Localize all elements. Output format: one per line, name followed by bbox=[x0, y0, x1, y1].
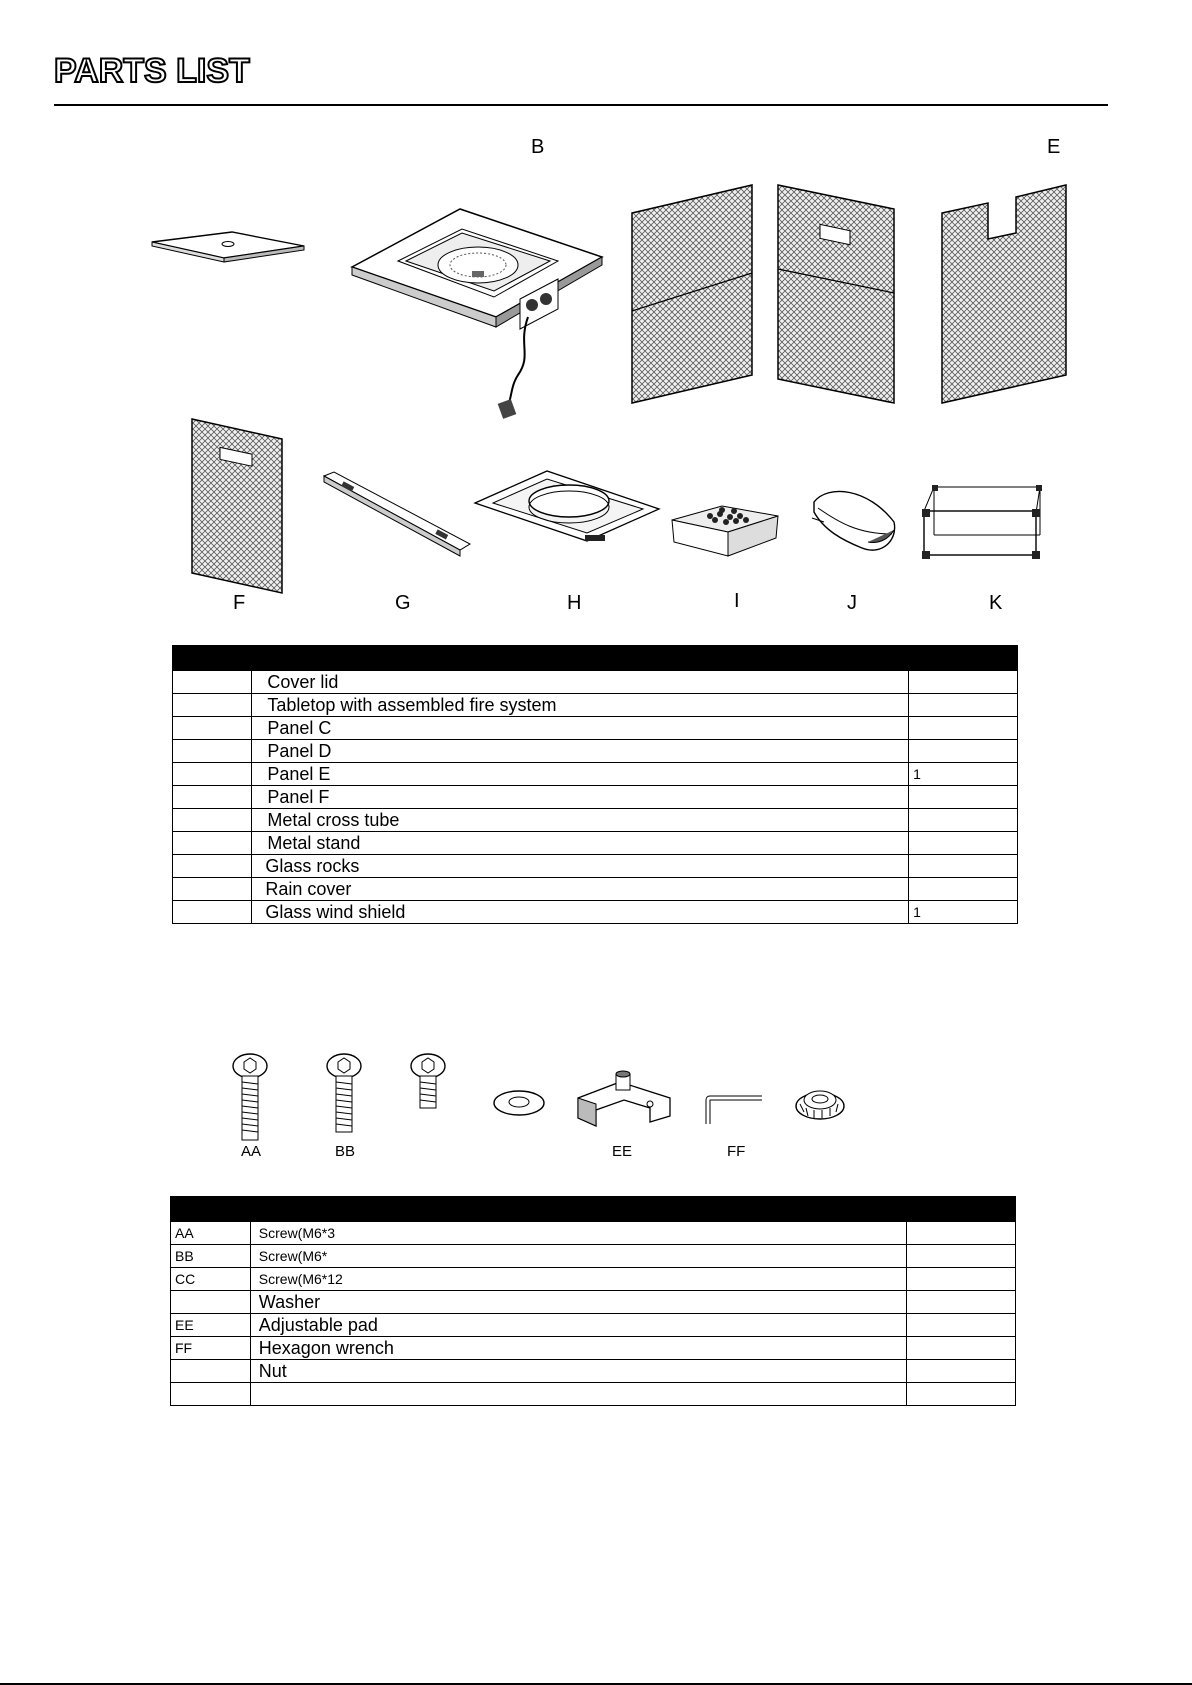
table-row bbox=[173, 878, 1018, 901]
panel-e-drawing bbox=[940, 183, 1068, 405]
label-e: E bbox=[1047, 136, 1061, 158]
part-name: Metal cross tube bbox=[252, 809, 909, 832]
part-qty bbox=[909, 786, 1018, 809]
part-name: Panel D bbox=[252, 740, 909, 763]
hardware-name: Hexagon wrench bbox=[250, 1337, 907, 1360]
tabletop-fire-system-drawing bbox=[350, 205, 605, 425]
table-row bbox=[173, 901, 1018, 924]
part-qty: 1 bbox=[909, 763, 1018, 786]
hardware-qty bbox=[907, 1337, 1016, 1360]
part-code bbox=[173, 878, 252, 901]
hexagon-wrench-drawing bbox=[704, 1094, 764, 1128]
screw-cc-drawing bbox=[408, 1052, 448, 1112]
panel-d-drawing bbox=[776, 183, 896, 405]
label-h: H bbox=[567, 592, 582, 614]
glass-wind-shield-drawing bbox=[920, 483, 1044, 563]
part-name: Tabletop with assembled fire system bbox=[252, 694, 909, 717]
hardware-code: FF bbox=[171, 1337, 251, 1360]
hardware-code bbox=[171, 1291, 251, 1314]
rain-cover-drawing bbox=[808, 482, 900, 560]
label-bb: BB bbox=[335, 1143, 356, 1160]
hardware-name bbox=[250, 1383, 907, 1406]
part-code bbox=[173, 855, 252, 878]
hardware-code: CC bbox=[171, 1268, 251, 1291]
table-row bbox=[173, 855, 1018, 878]
part-qty bbox=[909, 878, 1018, 901]
part-name: Metal stand bbox=[252, 832, 909, 855]
part-code bbox=[173, 832, 252, 855]
hardware-code bbox=[171, 1383, 251, 1406]
hardware-code: AA bbox=[171, 1222, 251, 1245]
label-aa: AA bbox=[241, 1143, 262, 1160]
hardware-table-header bbox=[171, 1197, 1016, 1222]
part-name: Panel C bbox=[252, 717, 909, 740]
table-row bbox=[173, 786, 1018, 809]
title-rule bbox=[54, 104, 1108, 106]
part-qty bbox=[909, 809, 1018, 832]
part-name: Panel E bbox=[252, 763, 909, 786]
hardware-qty bbox=[907, 1222, 1016, 1245]
part-name: Cover lid bbox=[252, 671, 909, 694]
label-b: B bbox=[531, 136, 545, 158]
part-qty bbox=[909, 855, 1018, 878]
glass-rocks-drawing bbox=[670, 496, 780, 558]
hardware-qty bbox=[907, 1360, 1016, 1383]
hardware-table bbox=[170, 1196, 1016, 1406]
metal-stand-drawing bbox=[473, 465, 661, 545]
label-k: K bbox=[989, 592, 1003, 614]
hardware-name: Nut bbox=[250, 1360, 907, 1383]
part-name: Rain cover bbox=[252, 878, 909, 901]
hardware-name: Screw(M6*12 bbox=[250, 1268, 907, 1291]
table-row bbox=[171, 1268, 1016, 1291]
screw-bb-drawing bbox=[324, 1052, 364, 1136]
adjustable-pad-drawing bbox=[574, 1068, 674, 1130]
part-name: Glass rocks bbox=[252, 855, 909, 878]
part-name: Panel F bbox=[252, 786, 909, 809]
hardware-code: BB bbox=[171, 1245, 251, 1268]
part-code bbox=[173, 740, 252, 763]
cover-lid-drawing bbox=[150, 228, 306, 264]
parts-table-header bbox=[173, 646, 1018, 671]
hardware-code: EE bbox=[171, 1314, 251, 1337]
hardware-code bbox=[171, 1360, 251, 1383]
label-j: J bbox=[847, 592, 857, 614]
table-row bbox=[171, 1360, 1016, 1383]
part-code bbox=[173, 901, 252, 924]
table-row bbox=[173, 671, 1018, 694]
part-qty: 1 bbox=[909, 901, 1018, 924]
table-row bbox=[173, 740, 1018, 763]
washer-drawing bbox=[492, 1088, 546, 1118]
hardware-qty bbox=[907, 1268, 1016, 1291]
part-code bbox=[173, 694, 252, 717]
table-row bbox=[171, 1314, 1016, 1337]
label-g: G bbox=[395, 592, 411, 614]
nut-drawing bbox=[794, 1086, 846, 1122]
part-code bbox=[173, 786, 252, 809]
table-row bbox=[171, 1337, 1016, 1360]
table-row bbox=[171, 1291, 1016, 1314]
part-qty bbox=[909, 740, 1018, 763]
hardware-qty bbox=[907, 1314, 1016, 1337]
metal-cross-tube-drawing bbox=[322, 470, 472, 558]
part-qty bbox=[909, 717, 1018, 740]
hardware-qty bbox=[907, 1245, 1016, 1268]
table-row bbox=[173, 717, 1018, 740]
part-qty bbox=[909, 832, 1018, 855]
label-f: F bbox=[233, 592, 246, 614]
parts-table bbox=[172, 645, 1018, 924]
table-row bbox=[171, 1245, 1016, 1268]
part-qty bbox=[909, 671, 1018, 694]
label-ee: EE bbox=[612, 1143, 633, 1160]
hardware-qty bbox=[907, 1291, 1016, 1314]
part-code bbox=[173, 717, 252, 740]
screw-aa-drawing bbox=[230, 1052, 270, 1144]
part-code bbox=[173, 763, 252, 786]
table-row bbox=[173, 763, 1018, 786]
part-name: Glass wind shield bbox=[252, 901, 909, 924]
hardware-name: Adjustable pad bbox=[250, 1314, 907, 1337]
table-row bbox=[173, 809, 1018, 832]
part-code bbox=[173, 809, 252, 832]
hardware-name: Screw(M6*3 bbox=[250, 1222, 907, 1245]
part-qty bbox=[909, 694, 1018, 717]
label-ff: FF bbox=[727, 1143, 746, 1160]
table-row bbox=[173, 832, 1018, 855]
hardware-name: Washer bbox=[250, 1291, 907, 1314]
hardware-name: Screw(M6* bbox=[250, 1245, 907, 1268]
table-row bbox=[173, 694, 1018, 717]
page-title: PARTS LIST bbox=[54, 52, 250, 90]
table-row bbox=[171, 1383, 1016, 1406]
label-i: I bbox=[734, 590, 740, 612]
hardware-qty bbox=[907, 1383, 1016, 1406]
part-code bbox=[173, 671, 252, 694]
table-row bbox=[171, 1222, 1016, 1245]
panel-f-drawing bbox=[190, 417, 286, 595]
panel-c-drawing bbox=[630, 183, 756, 405]
